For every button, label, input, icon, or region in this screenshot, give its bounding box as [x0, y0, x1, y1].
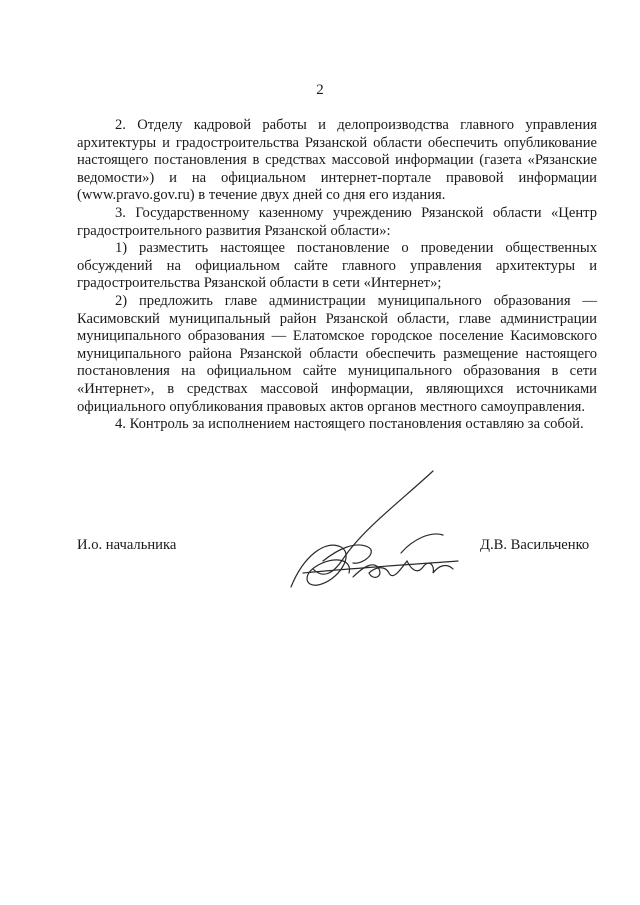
paragraph-item-4: 4. Контроль за исполнением настоящего постановления оставляю за собой.: [115, 416, 584, 433]
handwritten-signature: [283, 469, 473, 599]
page-number: 2: [316, 82, 324, 98]
paragraph-item-3: 3. Государственному казенному учреждению Рязанской области «Центр градостроительного развития Рязанской области»:: [77, 204, 597, 239]
paragraph-subitem-3-1: 1) разместить настоящее постановление о проведении общественных обсуждений на официальном сайте главного управления архитектуры и градостроительства Рязанской области в сети «Интернет»;: [77, 240, 597, 292]
document-body: [77, 117, 597, 434]
signature-block: [0, 529, 640, 589]
paragraph-subitem-3-2: 2) предложить главе администрации муниципального образования — Касимовский муниципальный район Рязанской области, главе администрации муниципального образования — Елатомское городское поселение Касимовского муниципального района Рязанской области обеспечить размещение настоящего постановления на официальном сайте муниципального образования в сети «Интернет», в средствах массовой информации, являющихся источниками официального опубликования правовых актов органов местного самоуправления.: [77, 292, 597, 415]
signatory-title: И.о. начальника: [77, 537, 177, 553]
signatory-name: Д.В. Васильченко: [480, 537, 590, 553]
paragraph-item-2: 2. Отделу кадровой работы и делопроизводства главного управления архитектуры и градостроительства Рязанской области обеспечить опубликование настоящего постановления в средствах массовой информации (газета «Рязанские ведомости») и на официальном интернет-портале правовой информации (www.pravo.gov.ru) в течение двух дней со дня его издания.: [77, 117, 597, 204]
